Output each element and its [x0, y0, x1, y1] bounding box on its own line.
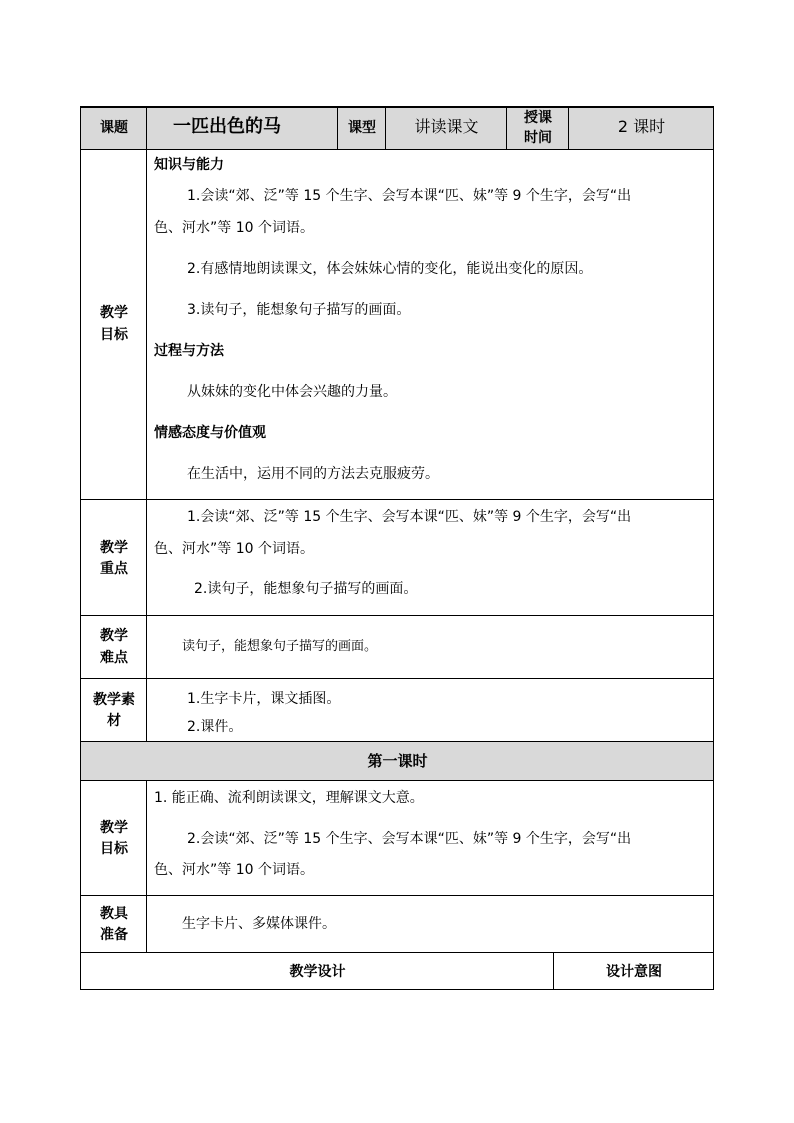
emotion-text: 在生活中，运用不同的方法去克服疲劳。: [187, 466, 439, 482]
period-objectives-item2-line1: 2.会读“郊、泛”等 15 个生字、会写本课“匹、妹”等 9 个生字，会写“出: [187, 831, 632, 847]
lesson-title: 一匹出色的马: [173, 116, 281, 137]
table-border-right: [713, 106, 714, 990]
table-divider: [81, 780, 714, 781]
materials-item1: 1.生字卡片，课文插图。: [187, 691, 341, 707]
materials-item2: 2.课件。: [187, 719, 243, 735]
tools-label-line1: 教具: [100, 906, 128, 922]
table-divider: [81, 149, 714, 150]
tools-label-line2: 准备: [100, 927, 128, 943]
table-divider: [81, 499, 714, 500]
table-divider: [81, 615, 714, 616]
difficulties-label-line1: 教学: [100, 628, 128, 644]
table-divider: [81, 678, 714, 679]
table-divider: [81, 895, 714, 896]
keypoints-label-line2: 重点: [100, 561, 128, 577]
process-text: 从妹妹的变化中体会兴趣的力量。: [187, 384, 397, 400]
keypoints-label-line1: 教学: [100, 540, 128, 556]
knowledge-item2: 2.有感情地朗读课文，体会妹妹心情的变化，能说出变化的原因。: [187, 261, 593, 277]
table-border-bottom: [81, 989, 714, 990]
table-border-top: [81, 106, 714, 108]
period-objectives-item1: 1. 能正确、流利朗读课文，理解课文大意。: [154, 790, 424, 806]
table-divider: [81, 952, 714, 953]
materials-label-line1: 教学素: [93, 692, 135, 708]
label-column-divider: [146, 106, 147, 742]
topic-label: 课题: [100, 120, 128, 136]
knowledge-item1-line1: 1.会读“郊、泛”等 15 个生字、会写本课“匹、妹”等 9 个生字，会写“出: [187, 188, 632, 204]
knowledge-item1-line2: 色、河水”等 10 个词语。: [154, 220, 314, 236]
materials-label-line2: 材: [107, 713, 121, 729]
emotion-heading: 情感态度与价值观: [154, 425, 266, 441]
time-label-line2: 时间: [524, 130, 552, 146]
difficulties-label-line2: 难点: [100, 650, 128, 666]
type-label: 课型: [348, 120, 376, 136]
keypoints-item1-line1: 1.会读“郊、泛”等 15 个生字、会写本课“匹、妹”等 9 个生字，会写“出: [187, 509, 632, 525]
objectives-label-line2: 目标: [100, 327, 128, 343]
table-divider: [81, 741, 714, 742]
design-left-label: 教学设计: [289, 964, 346, 980]
objectives-label-line1: 教学: [100, 305, 128, 321]
design-right-label: 设计意图: [606, 964, 662, 980]
knowledge-item3: 3.读句子，能想象句子描写的画面。: [187, 302, 411, 318]
time-value: 2 课时: [617, 117, 666, 136]
tools-text: 生字卡片、多媒体课件。: [182, 916, 336, 932]
time-label-line1: 授课: [524, 110, 552, 126]
knowledge-heading: 知识与能力: [154, 157, 224, 173]
process-heading: 过程与方法: [154, 343, 224, 359]
period-objectives-label-line2: 目标: [100, 841, 128, 857]
difficulties-text: 读句子，能想象句子描写的画面。: [182, 639, 378, 654]
period-objectives-label-line1: 教学: [100, 820, 128, 836]
period-objectives-item2-line2: 色、河水”等 10 个词语。: [154, 862, 314, 878]
keypoints-item2: 2.读句子，能想象句子描写的画面。: [194, 581, 418, 597]
keypoints-item1-line2: 色、河水”等 10 个词语。: [154, 541, 314, 557]
type-value: 讲读课文: [414, 117, 479, 136]
first-period-title: 第一课时: [367, 752, 428, 770]
